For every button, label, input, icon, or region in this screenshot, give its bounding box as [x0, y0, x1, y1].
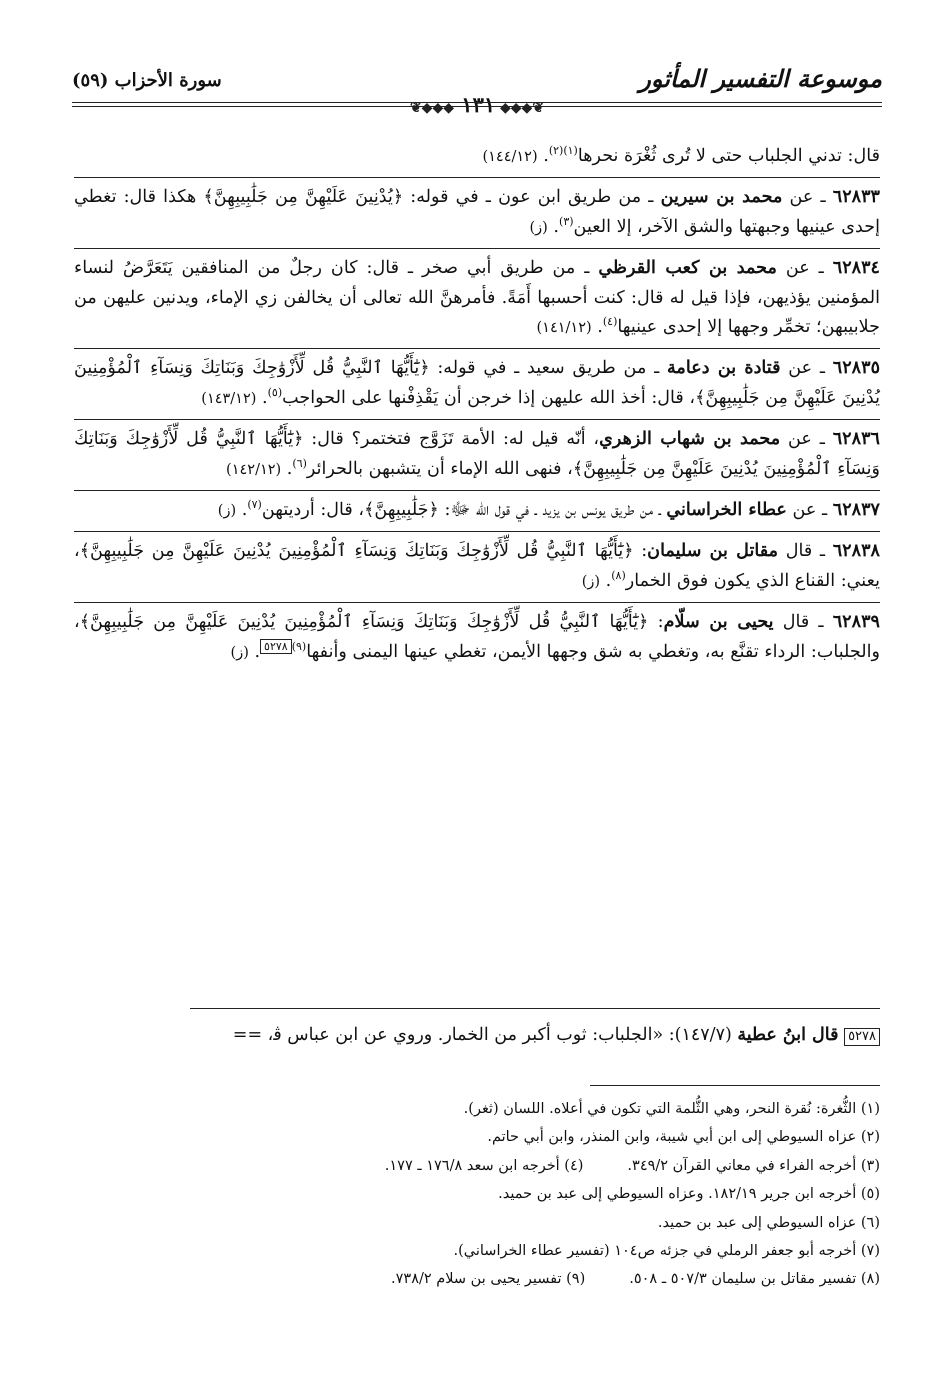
- entry-separator: [74, 177, 880, 178]
- entry-number: ٦٢٨٣٣: [832, 186, 880, 208]
- source-ref: (١٤٢/١٢): [226, 461, 282, 478]
- footnote-marker[interactable]: (٤): [602, 315, 618, 329]
- commentary-block: [74, 1021, 880, 1049]
- entry-62838: [74, 536, 880, 597]
- quran-verse: ﴿يَٰٓأَيُّهَا ٱلنَّبِيُّ قُل لِّأَزْوَٰجِكَ وَبَنَاتِكَ وَنِسَآءِ ٱلْمُؤْمِنِينَ يُدْنِينَ عَلَيْهِنَّ مِن جَلَٰبِيبِهِنَّ﴾: [79, 612, 649, 633]
- footnote-marker[interactable]: (٦): [292, 456, 307, 470]
- entry-text: .: [547, 216, 560, 237]
- footnote: [120, 1237, 880, 1265]
- footnote-text: (٢) عزاه السيوطي إلى ابن أبي شيبة، وابن المنذر، وابن أبي حاتم.: [487, 1129, 880, 1146]
- footnote-marker[interactable]: (٨): [611, 569, 626, 583]
- quran-verse: ﴿جَلَٰبِيبِهِنَّ﴾: [364, 500, 439, 521]
- footnote-text: (١) الثُّغرة: نُقرة النحر، وهي الثُّلمة التي تكون في أعلاه. اللسان (ثغر).: [463, 1101, 880, 1117]
- source-ref: (ز): [217, 503, 237, 520]
- footnote: [120, 1095, 880, 1123]
- entry-number: ٦٢٨٣٩: [832, 611, 880, 633]
- book-title: موسوعة التفسير المأثور: [639, 64, 882, 93]
- entry-number: ٦٢٨٣٤: [832, 257, 880, 279]
- footnote: [120, 1180, 880, 1208]
- page-number-block: [72, 92, 882, 117]
- source-ref: (ز): [529, 219, 548, 236]
- entry-number: ٦٢٨٣٨: [832, 540, 880, 562]
- entry-text: ـ عن: [780, 358, 833, 379]
- entry-text: .: [600, 570, 612, 591]
- entry-text: ، أنّه قيل له: الأمة تَزَوَّج فتختمر؟ قال:: [303, 429, 600, 450]
- footnote-text: (٦) عزاه السيوطي إلى عبد بن حميد.: [657, 1214, 880, 1231]
- narrator-name: يحيى بن سلّام: [663, 611, 774, 633]
- footnote: [120, 1265, 880, 1293]
- commentary-box-number: ٥٢٧٨: [844, 1028, 880, 1046]
- ornament-icon: ◆◆◆❦: [409, 100, 454, 116]
- footnote-marker[interactable]: (٥): [267, 385, 283, 399]
- footnote-text: (٣) أخرجه الفراء في معاني القرآن ٣٤٩/٢.: [627, 1157, 880, 1174]
- ornament-icon: ❦◆◆◆: [495, 100, 545, 116]
- entry-text: ، قال: أرديتهن: [261, 500, 365, 521]
- footnote: [120, 1123, 880, 1151]
- entry-text: ـ عن: [776, 258, 833, 279]
- entry-text: قال: تدني الجلباب حتى لا تُرى ثُغْرَة نحرها: [577, 146, 880, 166]
- page-number: ١٣١: [461, 92, 496, 117]
- narrator-name: مقاتل بن سليمان: [647, 540, 779, 562]
- narrator-name: محمد بن شهاب الزهري: [599, 428, 781, 450]
- source-ref: (١٤٣/١٢): [201, 390, 257, 407]
- quran-verse: ﴿يُدْنِينَ عَلَيْهِنَّ مِن جَلَٰبِيبِهِنَّ﴾: [203, 187, 404, 208]
- commentary-box-ref[interactable]: ٥٢٧٨: [260, 639, 292, 654]
- quran-verse: ﴿يَٰٓأَيُّهَا ٱلنَّبِيُّ قُل لِّأَزْوَٰجِكَ وَبَنَاتِكَ وَنِسَآءِ ٱلْمُؤْمِنِينَ يُدْنِينَ عَلَيْهِنَّ مِن جَلَٰبِيبِهِنَّ﴾: [74, 358, 880, 408]
- narrator-name: عطاء الخراساني: [666, 499, 787, 521]
- entry-text: ـ من طريق ابن عون ـ في قوله:: [403, 187, 661, 208]
- entry-text: ـ عن: [786, 500, 833, 521]
- footnotes: [120, 1095, 880, 1294]
- narrator-name: محمد بن سيرين: [660, 186, 783, 208]
- surah-title: سورة الأحزاب (٥٩): [72, 70, 222, 91]
- entry-separator: [74, 348, 880, 349]
- footnote-text: (٩) تفسير يحيى بن سلام ٧٣٨/٢.: [391, 1271, 586, 1288]
- entry-text: ـ قال: [773, 612, 833, 633]
- quran-verse: ﴿يَٰٓأَيُّهَا ٱلنَّبِيُّ قُل لِّأَزْوَٰجِكَ وَبَنَاتِكَ وَنِسَآءِ ٱلْمُؤْمِنِينَ يُدْنِينَ عَلَيْهِنَّ مِن جَلَٰبِيبِهِنَّ﴾: [79, 541, 634, 562]
- entry-text: :: [633, 541, 648, 562]
- entry-62833: [74, 182, 880, 243]
- entry-text: ، قال: أخذ الله عليهن إذا خرجن أن يَقْذِفْنها على الحواجب: [282, 387, 696, 408]
- entry-62837: [74, 495, 880, 526]
- entry-text: ـ عن: [780, 429, 833, 450]
- narrator-name: قتادة بن دعامة: [667, 357, 781, 379]
- entry-62834: [74, 253, 880, 343]
- entry-text: ـ من طريق سعيد ـ في قوله:: [429, 358, 667, 379]
- entry-62836: [74, 424, 880, 485]
- entry-text: :: [648, 612, 664, 633]
- entry-text: .: [281, 458, 293, 479]
- footnote-marker[interactable]: (٣): [559, 214, 574, 228]
- commentary-line: [74, 1021, 880, 1049]
- footnote-text: (٨) تفسير مقاتل بن سليمان ٥٠٧/٣ ـ ٥٠٨.: [629, 1271, 880, 1288]
- footnote: [120, 1152, 880, 1180]
- entry-text: ـ عن: [782, 187, 833, 208]
- entry-text: .: [537, 146, 549, 166]
- entry-text: ، فنهى الله الإماء أن يتشبهن بالحرائر: [306, 458, 573, 479]
- footnote-marker[interactable]: (٧): [247, 498, 262, 512]
- entry-62835: [74, 353, 880, 414]
- source-ref: (١٤٤/١٢): [482, 149, 538, 165]
- entry-text: ـ من طريق أبي صخر ـ قال: كان رجلٌ من المنافقين يَتَعَرَّضُ لنساء المؤمنين يؤذيهن، فإذا قيل له قال: كنت أحسبها أَمَةً. فأمرهنَّ الله تعالى أن يخالفن زي الإماء، ويدنين عليهن من جلابيبهن؛ تخمِّر وجهها إلا إحدى عينيها: [74, 258, 880, 338]
- entry-text: ـ من طريق يونس بن يزيد ـ في قول الله ﷻ:: [438, 500, 667, 521]
- source-ref: (ز): [230, 644, 249, 661]
- entry-text: .: [236, 500, 248, 521]
- main-text: [74, 142, 880, 668]
- footnote: [120, 1209, 880, 1237]
- header-rule-thin: [72, 106, 882, 107]
- footnotes-rule: [590, 1085, 880, 1086]
- commentary-text: «الجلباب: ثوب أكبر من الخمار. وروي عن ابن عباس ﭬ، ==: [232, 1025, 664, 1045]
- entry-number: ٦٢٨٣٦: [832, 428, 880, 450]
- entry-separator: [74, 531, 880, 532]
- commentator-name: قال ابنُ عطية: [737, 1025, 839, 1045]
- source-ref: (ز): [581, 573, 601, 590]
- entry-number: ٦٢٨٣٧: [832, 499, 880, 521]
- source-ref: (١٤١/١٢): [536, 320, 592, 337]
- entry-62839: [74, 607, 880, 668]
- entry-text: هكذا قال: تغطي إحدى عينيها وجبهتها والشق الآخر، إلا العين: [74, 187, 880, 237]
- entry-text: ، والجلباب: الرداء تقنَّع به، وتغطي به شق وجهها الأيمن، تغطي عينها اليمنى وأنفها: [74, 612, 880, 662]
- entry-text: ـ قال: [778, 541, 833, 562]
- entry-text: ، يعني: القناع الذي يكون فوق الخمار: [74, 541, 880, 591]
- entry-0: [74, 142, 880, 172]
- entry-separator: [74, 248, 880, 249]
- quran-verse: ﴿يَٰٓأَيُّهَا ٱلنَّبِيُّ قُل لِّأَزْوَٰجِكَ وَبَنَاتِكَ وَنِسَآءِ ٱلْمُؤْمِنِينَ يُدْنِينَ عَلَيْهِنَّ مِن جَلَٰبِيبِهِنَّ﴾: [74, 429, 880, 479]
- footnote-text: (٤) أخرجه ابن سعد ١٧٦/٨ ـ ١٧٧.: [384, 1157, 584, 1174]
- commentary-rule: [190, 1008, 880, 1009]
- narrator-name: محمد بن كعب القرظي: [598, 257, 777, 279]
- header-rule: [72, 102, 882, 103]
- footnote-text: (٧) أخرجه أبو جعفر الرملي في جزئه ص١٠٤ (تفسير عطاء الخراساني).: [453, 1243, 880, 1260]
- footnote-marker[interactable]: (٩): [291, 639, 307, 653]
- entry-separator: [74, 419, 880, 420]
- entry-text: .: [256, 387, 268, 408]
- entry-text: .: [591, 317, 603, 338]
- footnote-marker[interactable]: (١)(٢): [548, 144, 578, 158]
- entry-text: .: [248, 641, 261, 662]
- entry-separator: [74, 602, 880, 603]
- entry-separator: [74, 490, 880, 491]
- footnote-text: (٥) أخرجه ابن جرير ١٨٢/١٩. وعزاه السيوطي إلى عبد بن حميد.: [498, 1186, 880, 1203]
- commentary-ref: (١٤٧/٧):: [663, 1025, 738, 1045]
- entry-number: ٦٢٨٣٥: [832, 357, 881, 379]
